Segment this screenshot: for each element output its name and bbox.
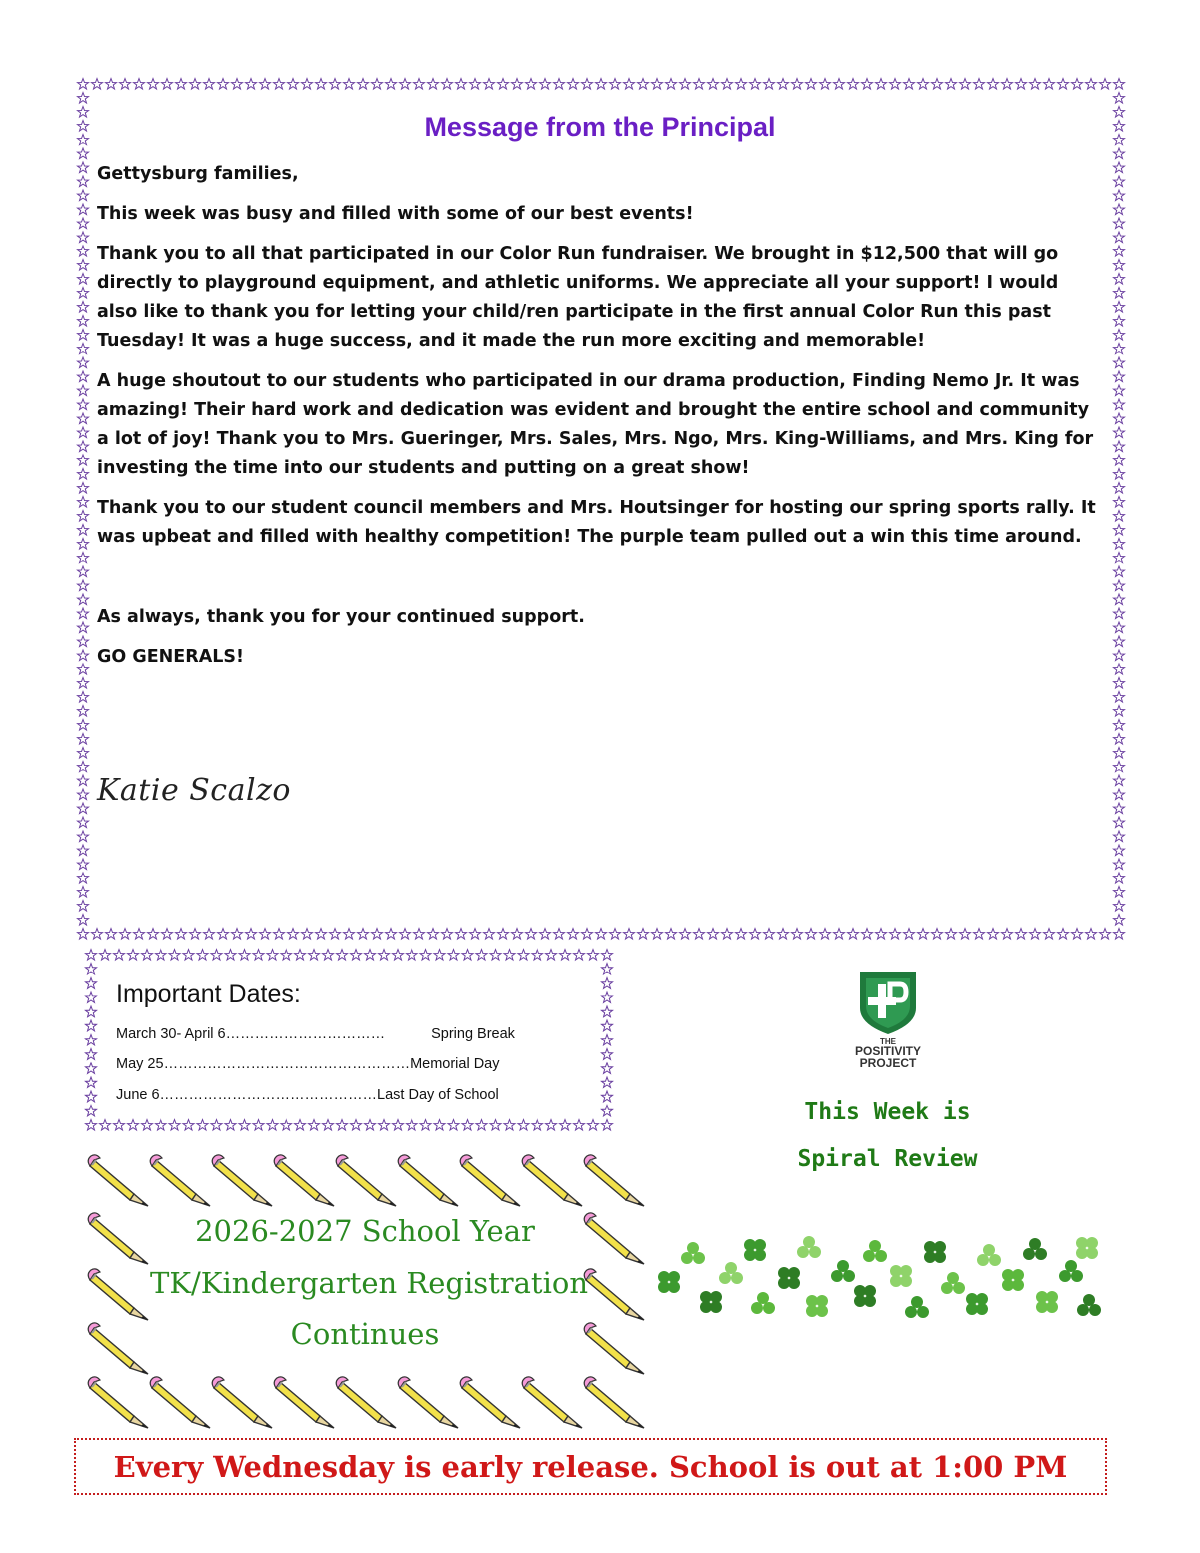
letter-paragraph: Thank you to our student council members and Mrs. Houtsinger for hosting our spring sports rally. It was upbeat and filled with healthy competition! The purple team pulled out a win this time around. — [97, 498, 1096, 547]
letter-paragraph: This week was busy and filled with some of our best events! — [97, 204, 694, 224]
svg-text:THE: THE — [880, 1037, 896, 1046]
important-dates-title: Important Dates: — [116, 980, 301, 1008]
date-label: May 25 — [116, 1056, 164, 1072]
week-focus-line2: Spiral Review — [797, 1146, 978, 1172]
date-event: Last Day of School — [377, 1087, 499, 1103]
svg-text:POSITIVITY: POSITIVITY — [854, 1044, 922, 1058]
letter-greeting: Gettysburg families, — [97, 164, 299, 184]
date-leader: …………………………………………… — [163, 1056, 411, 1072]
shield-icon — [860, 972, 916, 1034]
date-label: June 6 — [116, 1087, 160, 1103]
principal-letter — [97, 160, 1097, 683]
svg-text:PROJECT: PROJECT — [859, 1056, 917, 1070]
principal-message-title: Message from the Principal — [424, 112, 776, 142]
principal-signature: Katie Scalzo — [97, 773, 291, 808]
pencil-icons-right — [584, 1213, 644, 1374]
date-leader: ……………………………………… — [159, 1087, 378, 1103]
pencil-icons-left — [88, 1213, 148, 1374]
date-row — [116, 1087, 499, 1103]
letter-paragraph: A huge shoutout to our students who participated in our drama production, Finding Nemo Jr. It was amazing! Their hard work and dedication was evident and brought the entire school and community a lot of joy! Thank you to Mrs. Gueringer, Mrs. Sales, Mrs. Ngo, Mrs. King-Williams, and Mrs. King for investing the time into our students and putting on a great show! — [97, 371, 1094, 478]
letter-cheer: GO GENERALS! — [97, 647, 245, 667]
letter-closing: As always, thank you for your continued support. — [97, 607, 585, 627]
date-leader: …………………………… — [225, 1026, 386, 1042]
date-event: Memorial Day — [410, 1056, 500, 1072]
shamrock-icons — [658, 1236, 1101, 1318]
positivity-project-logo — [838, 968, 938, 1072]
date-label: March 30- April 6 — [116, 1026, 226, 1042]
pencil-icons-bottom — [88, 1377, 644, 1428]
registration-line3: Continues — [290, 1317, 440, 1351]
week-focus-line1: This Week is — [804, 1099, 971, 1125]
registration-line2: TK/Kindergarten Registration — [150, 1266, 589, 1300]
date-event: Spring Break — [431, 1026, 515, 1042]
letter-paragraph: Thank you to all that participated in our Color Run fundraiser. We brought in $12,500 that will go directly to playground equipment, and athletic uniforms. We appreciate all your support! I would also like to thank you for letting your child/ren participate in the first annual Color Run this past Tuesday! It was a huge success, and it made the run more exciting and memorable! — [97, 244, 1059, 351]
early-release-banner: Every Wednesday is early release. School is out at 1:00 PM — [74, 1438, 1107, 1495]
shamrock-banner — [651, 1232, 1101, 1328]
date-row — [116, 1026, 515, 1042]
registration-line1: 2026-2027 School Year — [195, 1214, 535, 1248]
pencil-icons-top — [88, 1155, 644, 1206]
date-row — [116, 1056, 500, 1072]
